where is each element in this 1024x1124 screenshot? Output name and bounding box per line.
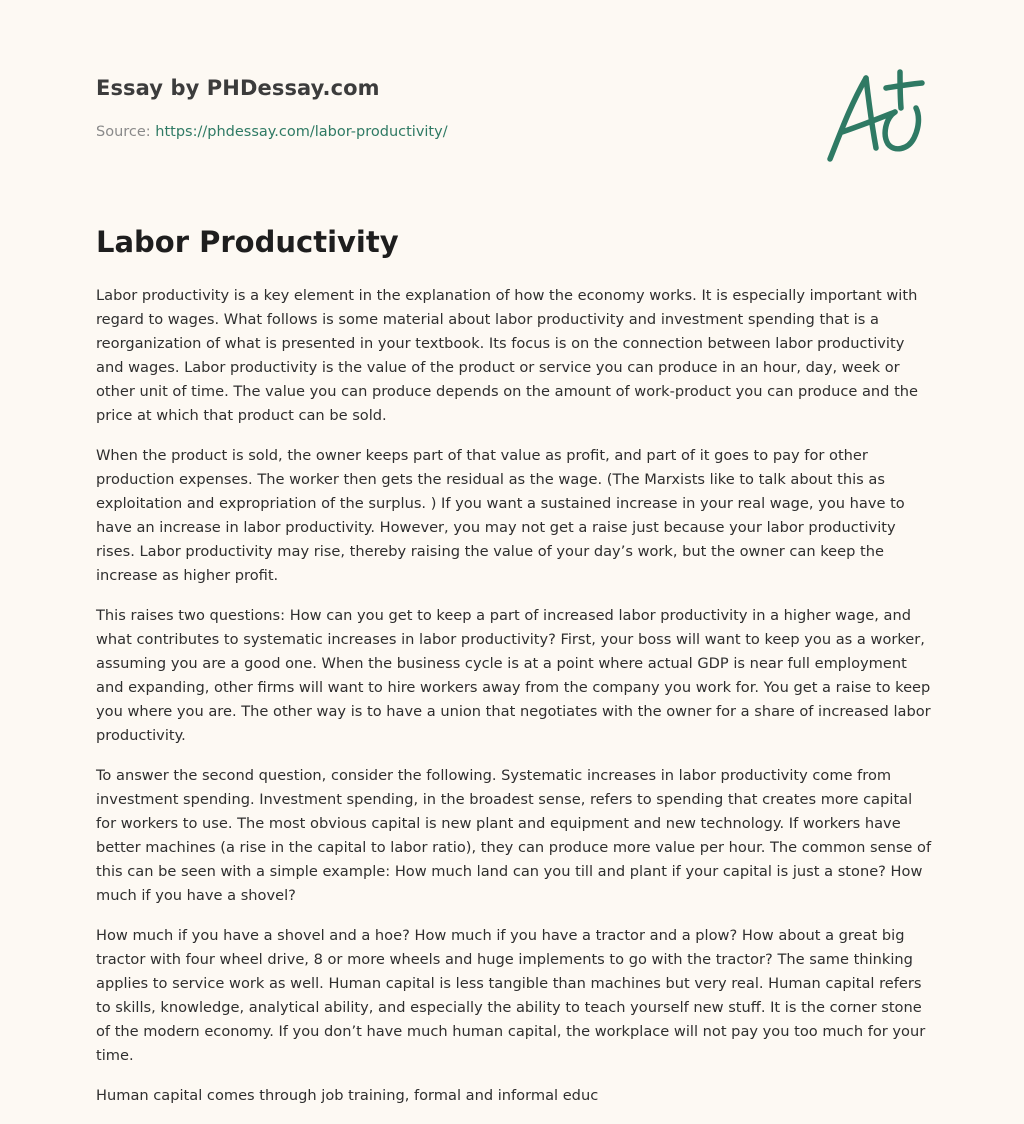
source-line	[96, 124, 448, 140]
a-plus-grade-logo-icon[interactable]	[820, 64, 930, 168]
essay-paragraph-5: How much if you have a shovel and a hoe? How much if you have a tractor and a plow? How about a great big tractor with four wheel drive, 8 or more wheels and huge implements to go with the tractor? The same thinking applies to service work as well. Human capital is less tangible than machines but very real. Human capital refers to skills, knowledge, analytical ability, and especially the ability to teach yourself new stuff. It is the corner stone of the modern economy. If you don’t have much human capital, the workplace will not pay you too much for your time.	[96, 927, 926, 1064]
essay-title: Labor Productivity	[96, 225, 399, 259]
essay-paragraph-6: Human capital comes through job training, formal and informal educ	[96, 1087, 599, 1104]
source-link[interactable]: https://phdessay.com/labor-productivity/	[155, 124, 448, 140]
logo-svg	[820, 64, 930, 168]
essay-paragraph-1: Labor productivity is a key element in the explanation of how the economy works. It is especially important with regard to wages. What follows is some material about labor productivity and investment spending that is a reorganization of what is presented in your textbook. Its focus is on the connection between labor productivity and wages. Labor productivity is the value of the product or service you can produce in an hour, day, week or other unit of time. The value you can produce depends on the amount of work-product you can produce and the price at which that product can be sold.	[96, 287, 919, 424]
essay-paragraph-4: To answer the second question, consider the following. Systematic increases in labor productivity come from investment spending. Investment spending, in the broadest sense, refers to spending that creates more capital for workers to use. The most obvious capital is new plant and equipment and new technology. If workers have better machines (a rise in the capital to labor ratio), they can produce more value per hour. The common sense of this can be seen with a simple example: How much land can you till and plant if your capital is just a stone? How much if you have a shovel?	[96, 767, 932, 904]
essay-paragraph-3: This raises two questions: How can you get to keep a part of increased labor productivity in a higher wage, and what contributes to systematic increases in labor productivity? First, your boss will want to keep you as a worker, assuming you are a good one. When the business cycle is at a point where actual GDP is near full employment and expanding, other firms will want to hire workers away from the company you work for. You get a raise to keep you where you are. The other way is to have a union that negotiates with the owner for a share of increased labor productivity.	[96, 607, 931, 744]
essay-body	[96, 284, 932, 1124]
site-title: Essay by PHDessay.com	[96, 76, 380, 100]
essay-paragraph-2: When the product is sold, the owner keeps part of that value as profit, and part of it goes to pay for other production expenses. The worker then gets the residual as the wage. (The Marxists like to talk about this as exploitation and expropriation of the surplus. ) If you want a sustained increase in your real wage, you have to have an increase in labor productivity. However, you may not get a raise just because your labor productivity rises. Labor productivity may rise, thereby raising the value of your day’s work, but the owner can keep the increase as higher profit.	[96, 447, 905, 584]
source-label: Source:	[96, 124, 151, 140]
